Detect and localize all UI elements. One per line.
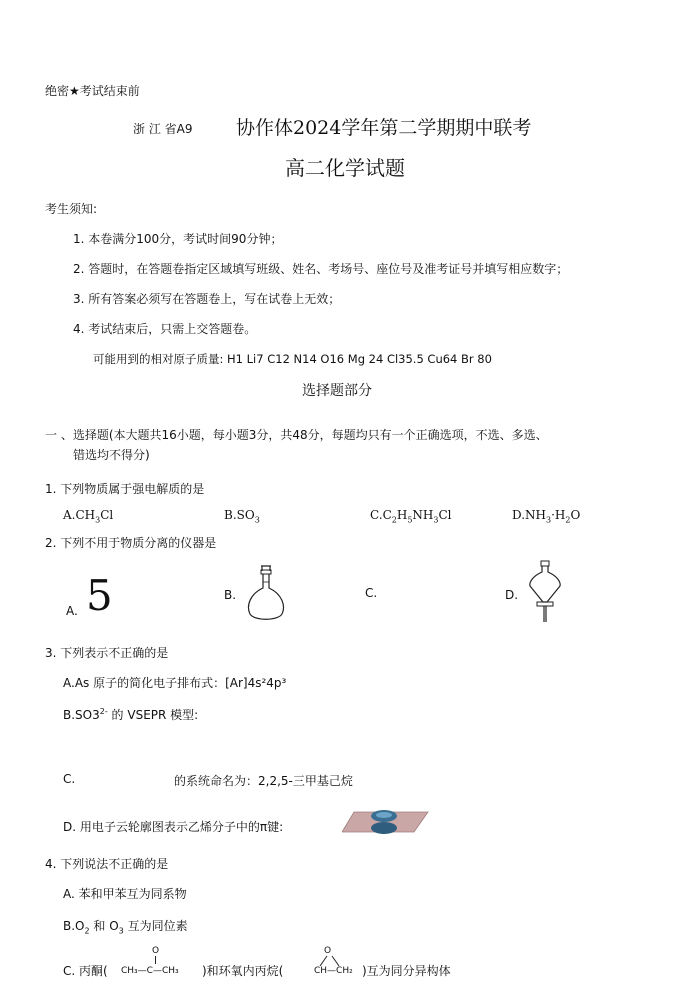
q3-option-a: A.As 原子的简化电子排布式：[Ar]4s²4p³: [63, 676, 287, 690]
q2-option-a-big: 5: [86, 571, 113, 620]
section-intro: 一 、选择题(本大题共16小题，每小题3分，共48分，每题均只有一个正确选项，不选、多选、: [45, 428, 548, 442]
q4-option-b: $B.O_2$ 和 $O_3$ 互为同位素: [63, 919, 188, 936]
q1-option-c: $C.C_2H_5NH_3Cl$: [370, 508, 452, 525]
q2-option-a-label: A.: [66, 604, 78, 618]
q2-option-c-label: C.: [365, 586, 378, 600]
notice-item: 2. 答题时，在答题卷指定区域填写班级、姓名、考场号、座位号及准考证号并填写相应数字；: [73, 262, 569, 276]
q4-option-a: A. 苯和甲苯互为同系物: [63, 887, 187, 901]
q3-option-c-text: 的系统命名为：2,2,5-三甲基己烷: [174, 774, 353, 788]
volumetric-flask-icon: [244, 564, 288, 622]
q1-option-a: $A.CH_3Cl$: [63, 508, 114, 525]
section-intro-cont: 错选均不得分): [73, 448, 150, 462]
q4-option-c-label: C. 丙酮(: [63, 964, 108, 978]
notice-item: 4. 考试结束后，只需上交答题卷。: [73, 322, 257, 336]
acetone-formula: CH₃—C—CH₃: [121, 966, 179, 976]
atomic-mass-line: 可能用到的相对原子质量: H1 Li7 C12 N14 O16 Mg 24 Cl35.5 Cu64 Br 80: [93, 352, 492, 366]
q1-option-d: $D.NH_3\cdot H_2O$: [512, 508, 581, 525]
notice-item: 1. 本卷满分100分，考试时间90分钟；: [73, 232, 283, 246]
page-title: 协作体2024学年第二学期期中联考: [236, 117, 532, 139]
question-1-stem: 1. 下列物质属于强电解质的是: [45, 482, 205, 496]
q3-option-b: $B.SO3^{2-}$ 的 VSEPR 模型:: [63, 707, 199, 722]
title-prefix: 浙 江 省A9: [133, 122, 193, 136]
notice-item: 3. 所有答案必须写在答题卷上，写在试卷上无效；: [73, 292, 341, 306]
q1-option-b: $B.SO_3$: [224, 508, 260, 525]
question-2-stem: 2. 下列不用于物质分离的仪器是: [45, 536, 217, 550]
q4-option-c-mid: )和环氧内丙烷(: [202, 964, 284, 978]
notice-heading: 考生须知:: [45, 202, 98, 216]
epoxide-oxygen: O: [324, 946, 332, 956]
page-subtitle: 高二化学试题: [285, 156, 405, 180]
q4-option-c-end: )互为同分异构体: [362, 964, 451, 978]
q3-option-d: D. 用电子云轮廓图表示乙烯分子中的π键:: [63, 820, 284, 834]
question-4-stem: 4. 下列说法不正确的是: [45, 857, 169, 871]
secret-label: 绝密★考试结束前: [45, 84, 140, 98]
q2-option-d-label: D.: [505, 588, 519, 602]
q3-option-c-label: C.: [63, 772, 76, 786]
acetone-double-bond: [155, 956, 157, 964]
question-3-stem: 3. 下列表示不正确的是: [45, 646, 169, 660]
acetone-carbonyl-o: O: [152, 946, 160, 956]
q2-option-b-label: B.: [224, 588, 237, 602]
section-title: 选择题部分: [302, 383, 372, 399]
separatory-funnel-icon: [527, 560, 563, 624]
epoxide-formula: CH—CH₂: [314, 966, 353, 976]
pi-bond-orbital-icon: [342, 806, 430, 838]
